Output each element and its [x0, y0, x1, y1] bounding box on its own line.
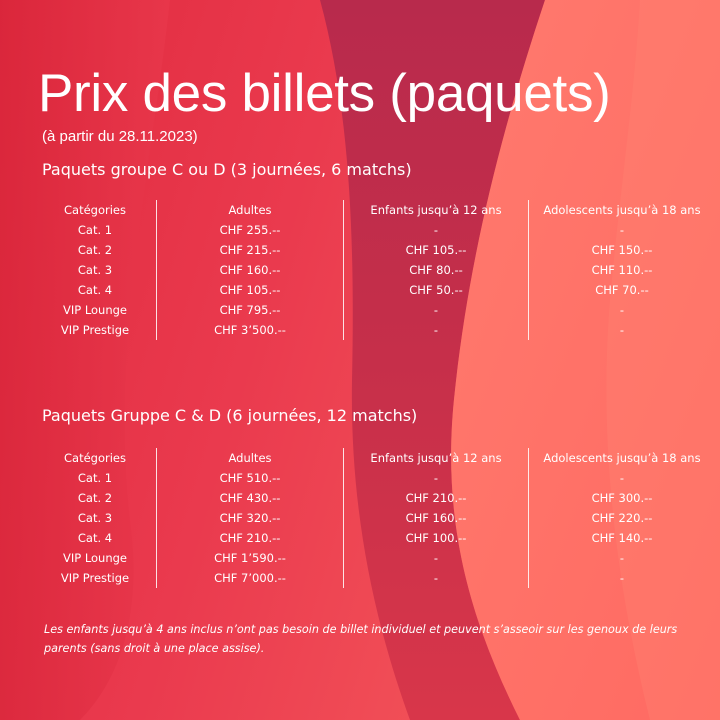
table-row [34, 568, 715, 588]
column-header-adults: Adultes [157, 200, 344, 220]
column-header-teens: Adolescents jusqu’à 18 ans [529, 200, 716, 220]
category-cell: Cat. 2 [77, 243, 113, 257]
column-header-teens: Adolescents jusqu’à 18 ans [529, 448, 716, 468]
category-cell: Cat. 2 [77, 491, 113, 505]
child-price-cell: CHF 100.-- [344, 528, 529, 548]
table-row [34, 220, 715, 240]
child-price-cell: CHF 50.-- [344, 280, 529, 300]
valid-from-date: (à partir du 28.11.2023) [42, 128, 198, 145]
child-price-cell: - [344, 568, 529, 588]
teen-price-cell: CHF 140.-- [529, 528, 716, 548]
column-header-adults: Adultes [157, 448, 344, 468]
category-cell: VIP Prestige [60, 571, 130, 585]
child-price-cell: - [344, 548, 529, 568]
child-price-cell: CHF 210.-- [344, 488, 529, 508]
child-price-cell: - [344, 220, 529, 240]
column-header-categories: Catégories [64, 451, 126, 465]
adult-price-cell: CHF 210.-- [157, 528, 344, 548]
teen-price-cell: CHF 110.-- [529, 260, 716, 280]
table-row [34, 528, 715, 548]
table-row [34, 240, 715, 260]
adult-price-cell: CHF 7’000.-- [157, 568, 344, 588]
category-cell: Cat. 1 [77, 223, 113, 237]
teen-price-cell: CHF 300.-- [529, 488, 716, 508]
adult-price-cell: CHF 1’590.-- [157, 548, 344, 568]
category-cell: VIP Prestige [60, 323, 130, 337]
child-price-cell: - [344, 468, 529, 488]
table-header-row [34, 200, 715, 220]
table-row [34, 488, 715, 508]
adult-price-cell: CHF 215.-- [157, 240, 344, 260]
category-cell: VIP Lounge [62, 303, 128, 317]
category-cell: Cat. 3 [77, 511, 113, 525]
adult-price-cell: CHF 430.-- [157, 488, 344, 508]
table-row [34, 280, 715, 300]
table-row [34, 300, 715, 320]
price-table-group-c-or-d [34, 200, 715, 340]
category-cell: Cat. 4 [77, 283, 113, 297]
adult-price-cell: CHF 795.-- [157, 300, 344, 320]
child-price-cell: - [344, 300, 529, 320]
category-cell: VIP Lounge [62, 551, 128, 565]
column-header-categories: Catégories [64, 203, 126, 217]
column-header-children: Enfants jusqu’à 12 ans [344, 200, 529, 220]
teen-price-cell: - [529, 300, 716, 320]
adult-price-cell: CHF 105.-- [157, 280, 344, 300]
category-cell: Cat. 4 [77, 531, 113, 545]
child-price-cell: - [344, 320, 529, 340]
table-row [34, 260, 715, 280]
price-table-group-c-and-d [34, 448, 715, 588]
teen-price-cell: - [529, 548, 716, 568]
teen-price-cell: CHF 220.-- [529, 508, 716, 528]
table-row [34, 468, 715, 488]
category-cell: Cat. 1 [77, 471, 113, 485]
child-price-cell: CHF 105.-- [344, 240, 529, 260]
page-title: Prix des billets (paquets) [38, 64, 611, 123]
child-price-cell: CHF 160.-- [344, 508, 529, 528]
category-cell: Cat. 3 [77, 263, 113, 277]
column-header-children: Enfants jusqu’à 12 ans [344, 448, 529, 468]
teen-price-cell: - [529, 220, 716, 240]
table-row [34, 508, 715, 528]
adult-price-cell: CHF 255.-- [157, 220, 344, 240]
adult-price-cell: CHF 3’500.-- [157, 320, 344, 340]
teen-price-cell: - [529, 568, 716, 588]
table-row [34, 548, 715, 568]
teen-price-cell: CHF 150.-- [529, 240, 716, 260]
child-price-cell: CHF 80.-- [344, 260, 529, 280]
teen-price-cell: - [529, 320, 716, 340]
teen-price-cell: CHF 70.-- [529, 280, 716, 300]
section-heading-group-c-and-d: Paquets Gruppe C & D (6 journées, 12 matchs) [42, 406, 418, 425]
children-footnote: Les enfants jusqu’à 4 ans inclus n’ont pas besoin de billet individuel et peuvent s’asseoir sur les genoux de leurs parents (sans droit à une place assise). [44, 623, 678, 655]
teen-price-cell: - [529, 468, 716, 488]
adult-price-cell: CHF 320.-- [157, 508, 344, 528]
table-row [34, 320, 715, 340]
adult-price-cell: CHF 510.-- [157, 468, 344, 488]
table-header-row [34, 448, 715, 468]
section-heading-group-c-or-d: Paquets groupe C ou D (3 journées, 6 matchs) [42, 160, 412, 179]
adult-price-cell: CHF 160.-- [157, 260, 344, 280]
